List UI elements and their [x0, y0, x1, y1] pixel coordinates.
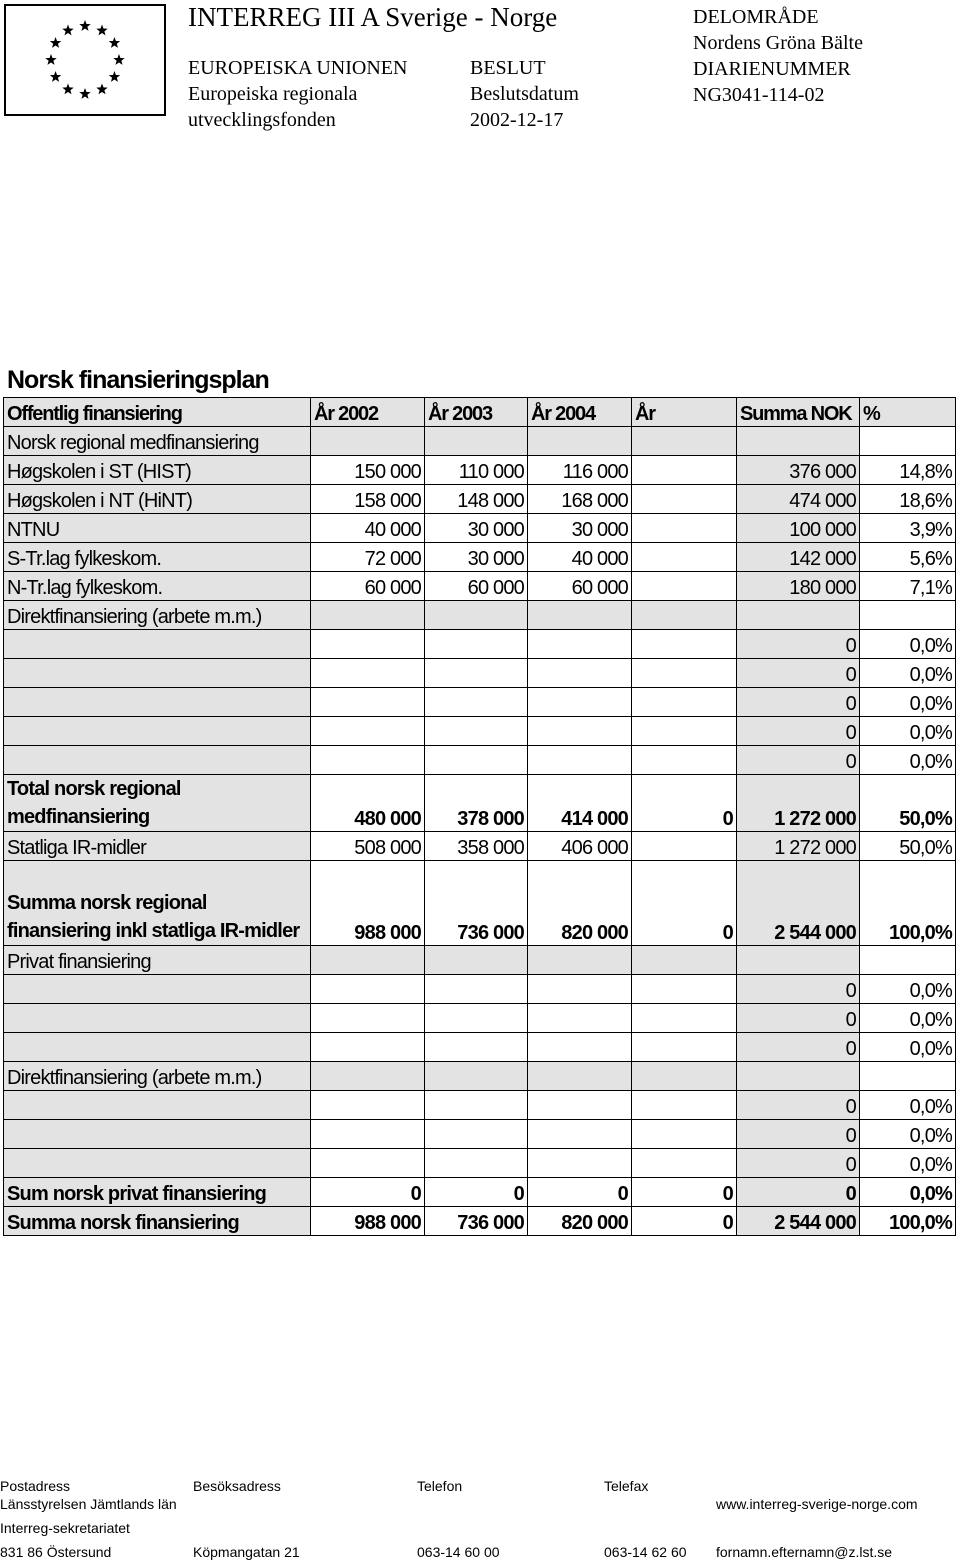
eu-star-icon [96, 83, 107, 94]
column-header: % [860, 398, 956, 427]
value-cell [425, 717, 528, 746]
value-cell: 72 000 [311, 543, 425, 572]
postal-code-city: 831 86 Östersund [0, 1544, 112, 1560]
value-cell: 110 000 [425, 456, 528, 485]
eu-star-icon [62, 83, 73, 94]
value-cell [311, 746, 425, 775]
table-row [4, 1207, 956, 1236]
value-cell: 0 [632, 1178, 737, 1207]
value-cell: 406 000 [528, 832, 632, 861]
column-header: År 2003 [425, 398, 528, 427]
value-cell: 0,0% [860, 1120, 956, 1149]
value-cell: 3,9% [860, 514, 956, 543]
value-cell [425, 1033, 528, 1062]
row-label-cell [4, 717, 311, 746]
row-label-cell: Sum norsk privat finansiering [4, 1178, 311, 1207]
value-cell: 736 000 [425, 1207, 528, 1236]
value-cell [425, 427, 528, 456]
value-cell: 168 000 [528, 485, 632, 514]
value-cell [528, 1004, 632, 1033]
value-cell [311, 946, 425, 975]
value-cell: 0 [632, 1207, 737, 1236]
value-cell: 0,0% [860, 630, 956, 659]
value-cell [311, 601, 425, 630]
row-label-cell: Høgskolen i NT (HiNT) [4, 485, 311, 514]
value-cell [528, 1120, 632, 1149]
value-cell [860, 946, 956, 975]
value-cell [425, 688, 528, 717]
value-cell [311, 717, 425, 746]
value-cell: 30 000 [528, 514, 632, 543]
value-cell: 50,0% [860, 775, 956, 832]
value-cell: 358 000 [425, 832, 528, 861]
table-row [4, 630, 956, 659]
eu-stars-icon [6, 6, 164, 114]
table-row [4, 861, 956, 946]
value-cell: 988 000 [311, 861, 425, 946]
row-label-cell [4, 975, 311, 1004]
value-cell [737, 946, 860, 975]
decision-label: BESLUT [470, 57, 546, 79]
value-cell [632, 601, 737, 630]
table-row [4, 543, 956, 572]
value-cell: 378 000 [425, 775, 528, 832]
value-cell [632, 717, 737, 746]
program-title: INTERREG III A Sverige - Norge [188, 2, 558, 32]
eu-union-label: EUROPEISKA UNIONEN [188, 57, 408, 79]
column-header: År 2002 [311, 398, 425, 427]
value-cell [425, 746, 528, 775]
value-cell [528, 946, 632, 975]
table-row [4, 832, 956, 861]
header-label-cell: Offentlig finansiering [4, 398, 311, 427]
value-cell: 30 000 [425, 543, 528, 572]
value-cell [632, 946, 737, 975]
value-cell [311, 427, 425, 456]
value-cell [425, 946, 528, 975]
value-cell: 18,6% [860, 485, 956, 514]
value-cell [425, 1004, 528, 1033]
value-cell: 0 [737, 630, 860, 659]
eu-star-icon [79, 88, 90, 99]
value-cell: 0,0% [860, 1091, 956, 1120]
value-cell: 414 000 [528, 775, 632, 832]
value-cell [425, 1062, 528, 1091]
value-cell: 0,0% [860, 1149, 956, 1178]
value-cell: 0,0% [860, 688, 956, 717]
value-cell: 2 544 000 [737, 861, 860, 946]
value-cell [528, 1062, 632, 1091]
value-cell [632, 1033, 737, 1062]
row-label-cell: Privat finansiering [4, 946, 311, 975]
value-cell: 820 000 [528, 861, 632, 946]
table-row [4, 717, 956, 746]
table-row [4, 427, 956, 456]
row-label-cell [4, 1120, 311, 1149]
row-label-cell [4, 688, 311, 717]
value-cell: 508 000 [311, 832, 425, 861]
table-row [4, 659, 956, 688]
value-cell: 142 000 [737, 543, 860, 572]
eu-star-icon [109, 71, 120, 82]
column-header: År 2004 [528, 398, 632, 427]
value-cell: 0,0% [860, 1178, 956, 1207]
row-label-cell: S-Tr.lag fylkeskom. [4, 543, 311, 572]
value-cell [528, 427, 632, 456]
value-cell: 0 [632, 775, 737, 832]
street-address: Köpmangatan 21 [193, 1544, 300, 1560]
value-cell: 0 [737, 659, 860, 688]
value-cell: 7,1% [860, 572, 956, 601]
table-row [4, 1033, 956, 1062]
row-label-cell: Statliga IR-midler [4, 832, 311, 861]
email-link[interactable]: fornamn.efternamn@z.lst.se [716, 1544, 893, 1560]
value-cell [860, 601, 956, 630]
value-cell [632, 1004, 737, 1033]
value-cell: 40 000 [528, 543, 632, 572]
value-cell: 150 000 [311, 456, 425, 485]
row-label-cell: NTNU [4, 514, 311, 543]
value-cell: 0,0% [860, 1033, 956, 1062]
value-cell [311, 630, 425, 659]
value-cell [632, 543, 737, 572]
value-cell: 0 [737, 717, 860, 746]
value-cell [425, 1091, 528, 1120]
eu-star-icon [45, 54, 56, 65]
value-cell [632, 456, 737, 485]
value-cell [425, 601, 528, 630]
fund-block [188, 55, 407, 133]
value-cell [632, 630, 737, 659]
eu-star-icon [109, 37, 120, 48]
eu-flag-logo [4, 4, 166, 116]
value-cell [860, 1062, 956, 1091]
value-cell [311, 659, 425, 688]
table-row [4, 572, 956, 601]
value-cell [632, 427, 737, 456]
row-label-cell [4, 1004, 311, 1033]
value-cell: 40 000 [311, 514, 425, 543]
row-label-cell [4, 1091, 311, 1120]
value-cell [425, 630, 528, 659]
value-cell [311, 1004, 425, 1033]
value-cell [632, 746, 737, 775]
value-cell: 100,0% [860, 861, 956, 946]
value-cell: 14,8% [860, 456, 956, 485]
table-row [4, 601, 956, 630]
value-cell [632, 572, 737, 601]
value-cell: 736 000 [425, 861, 528, 946]
value-cell: 60 000 [528, 572, 632, 601]
value-cell [632, 1120, 737, 1149]
row-label-cell: Summa norsk finansiering [4, 1207, 311, 1236]
value-cell [425, 659, 528, 688]
value-cell [528, 630, 632, 659]
table-row [4, 946, 956, 975]
table-row [4, 775, 956, 832]
eu-star-icon [96, 25, 107, 36]
phone-label: Telefon [417, 1478, 463, 1494]
eu-star-icon [50, 37, 61, 48]
value-cell [737, 427, 860, 456]
table-row [4, 1062, 956, 1091]
table-row [4, 1178, 956, 1207]
organization: Länsstyrelsen Jämtlands län [0, 1496, 177, 1512]
value-cell [311, 1120, 425, 1149]
table-row [4, 746, 956, 775]
fund-line-2: utvecklingsfonden [188, 109, 336, 131]
value-cell [632, 1091, 737, 1120]
value-cell: 0 [737, 1178, 860, 1207]
value-cell: 474 000 [737, 485, 860, 514]
eu-star-icon [79, 20, 90, 31]
value-cell: 0 [632, 861, 737, 946]
fax-label: Telefax [604, 1478, 649, 1494]
value-cell: 60 000 [311, 572, 425, 601]
value-cell [528, 1149, 632, 1178]
value-cell: 0,0% [860, 1004, 956, 1033]
value-cell [737, 601, 860, 630]
value-cell: 0,0% [860, 717, 956, 746]
fax-number: 063-14 62 60 [604, 1544, 687, 1560]
value-cell: 0,0% [860, 659, 956, 688]
visiting-address-label: Besöksadress [193, 1478, 281, 1494]
table-row [4, 1120, 956, 1149]
row-label-cell [4, 1149, 311, 1178]
table-row [4, 456, 956, 485]
value-cell: 5,6% [860, 543, 956, 572]
value-cell: 0 [311, 1178, 425, 1207]
value-cell [632, 975, 737, 1004]
value-cell: 0 [737, 1004, 860, 1033]
decision-date: 2002-12-17 [470, 109, 564, 131]
value-cell: 100,0% [860, 1207, 956, 1236]
subarea-value: Nordens Gröna Bälte [693, 32, 863, 54]
value-cell [528, 601, 632, 630]
value-cell [737, 1062, 860, 1091]
column-header: År [632, 398, 737, 427]
table-header-row [4, 398, 956, 427]
secretariat: Interreg-sekretariatet [0, 1520, 130, 1536]
value-cell: 0 [737, 1120, 860, 1149]
table-row [4, 688, 956, 717]
row-label-cell: Høgskolen i ST (HIST) [4, 456, 311, 485]
value-cell [528, 1033, 632, 1062]
value-cell [311, 1062, 425, 1091]
value-cell: 0,0% [860, 746, 956, 775]
value-cell [528, 717, 632, 746]
value-cell: 50,0% [860, 832, 956, 861]
value-cell: 0 [425, 1178, 528, 1207]
table-row [4, 1149, 956, 1178]
value-cell [528, 746, 632, 775]
table-row [4, 975, 956, 1004]
value-cell [528, 688, 632, 717]
value-cell [632, 659, 737, 688]
value-cell: 180 000 [737, 572, 860, 601]
website-link[interactable]: www.interreg-sverige-norge.com [716, 1496, 918, 1512]
value-cell [311, 1033, 425, 1062]
value-cell: 0 [737, 1149, 860, 1178]
value-cell [860, 427, 956, 456]
value-cell: 988 000 [311, 1207, 425, 1236]
postal-address-label: Postadress [0, 1478, 71, 1494]
row-label-cell: Direktfinansiering (arbete m.m.) [4, 601, 311, 630]
row-label-cell: N-Tr.lag fylkeskom. [4, 572, 311, 601]
value-cell: 2 544 000 [737, 1207, 860, 1236]
value-cell [632, 832, 737, 861]
value-cell [632, 1149, 737, 1178]
value-cell: 480 000 [311, 775, 425, 832]
table-row [4, 1004, 956, 1033]
table-row [4, 514, 956, 543]
value-cell: 1 272 000 [737, 832, 860, 861]
value-cell: 116 000 [528, 456, 632, 485]
financing-table [3, 397, 956, 1236]
value-cell: 0 [528, 1178, 632, 1207]
value-cell [528, 659, 632, 688]
row-label-cell: Direktfinansiering (arbete m.m.) [4, 1062, 311, 1091]
table-row [4, 485, 956, 514]
subarea-label: DELOMRÅDE [693, 6, 819, 28]
row-label-cell: Norsk regional medfinansiering [4, 427, 311, 456]
value-cell [311, 975, 425, 1004]
value-cell [528, 975, 632, 1004]
eu-star-icon [50, 71, 61, 82]
value-cell: 30 000 [425, 514, 528, 543]
value-cell [425, 975, 528, 1004]
value-cell [632, 514, 737, 543]
value-cell: 0 [737, 975, 860, 1004]
row-label-cell: Total norsk regional medfinansiering [4, 775, 311, 832]
value-cell: 0 [737, 746, 860, 775]
value-cell: 148 000 [425, 485, 528, 514]
value-cell [425, 1120, 528, 1149]
value-cell: 820 000 [528, 1207, 632, 1236]
value-cell: 1 272 000 [737, 775, 860, 832]
phone-number: 063-14 60 00 [417, 1544, 500, 1560]
value-cell: 0 [737, 1091, 860, 1120]
row-label-cell [4, 746, 311, 775]
plan-title: Norsk finansieringsplan [7, 366, 269, 394]
value-cell [311, 1091, 425, 1120]
value-cell: 60 000 [425, 572, 528, 601]
area-block [693, 4, 863, 108]
value-cell: 0 [737, 1033, 860, 1062]
value-cell [425, 1149, 528, 1178]
column-header: Summa NOK [737, 398, 860, 427]
row-label-cell [4, 659, 311, 688]
registry-number: NG3041-114-02 [693, 84, 825, 106]
value-cell [311, 1149, 425, 1178]
row-label-cell: Summa norsk regional finansiering inkl statliga IR-midler [4, 861, 311, 946]
row-label-cell [4, 630, 311, 659]
fund-line-1: Europeiska regionala [188, 83, 358, 105]
eu-star-icon [113, 54, 124, 65]
value-cell: 376 000 [737, 456, 860, 485]
value-cell: 100 000 [737, 514, 860, 543]
value-cell [528, 1091, 632, 1120]
decision-date-label: Beslutsdatum [470, 83, 579, 105]
value-cell [632, 485, 737, 514]
value-cell: 0,0% [860, 975, 956, 1004]
value-cell: 0 [737, 688, 860, 717]
value-cell [632, 1062, 737, 1091]
registry-label: DIARIENUMMER [693, 58, 851, 80]
value-cell: 158 000 [311, 485, 425, 514]
eu-star-icon [62, 25, 73, 36]
table-row [4, 1091, 956, 1120]
decision-block [470, 55, 579, 133]
row-label-cell [4, 1033, 311, 1062]
value-cell [311, 688, 425, 717]
value-cell [632, 688, 737, 717]
